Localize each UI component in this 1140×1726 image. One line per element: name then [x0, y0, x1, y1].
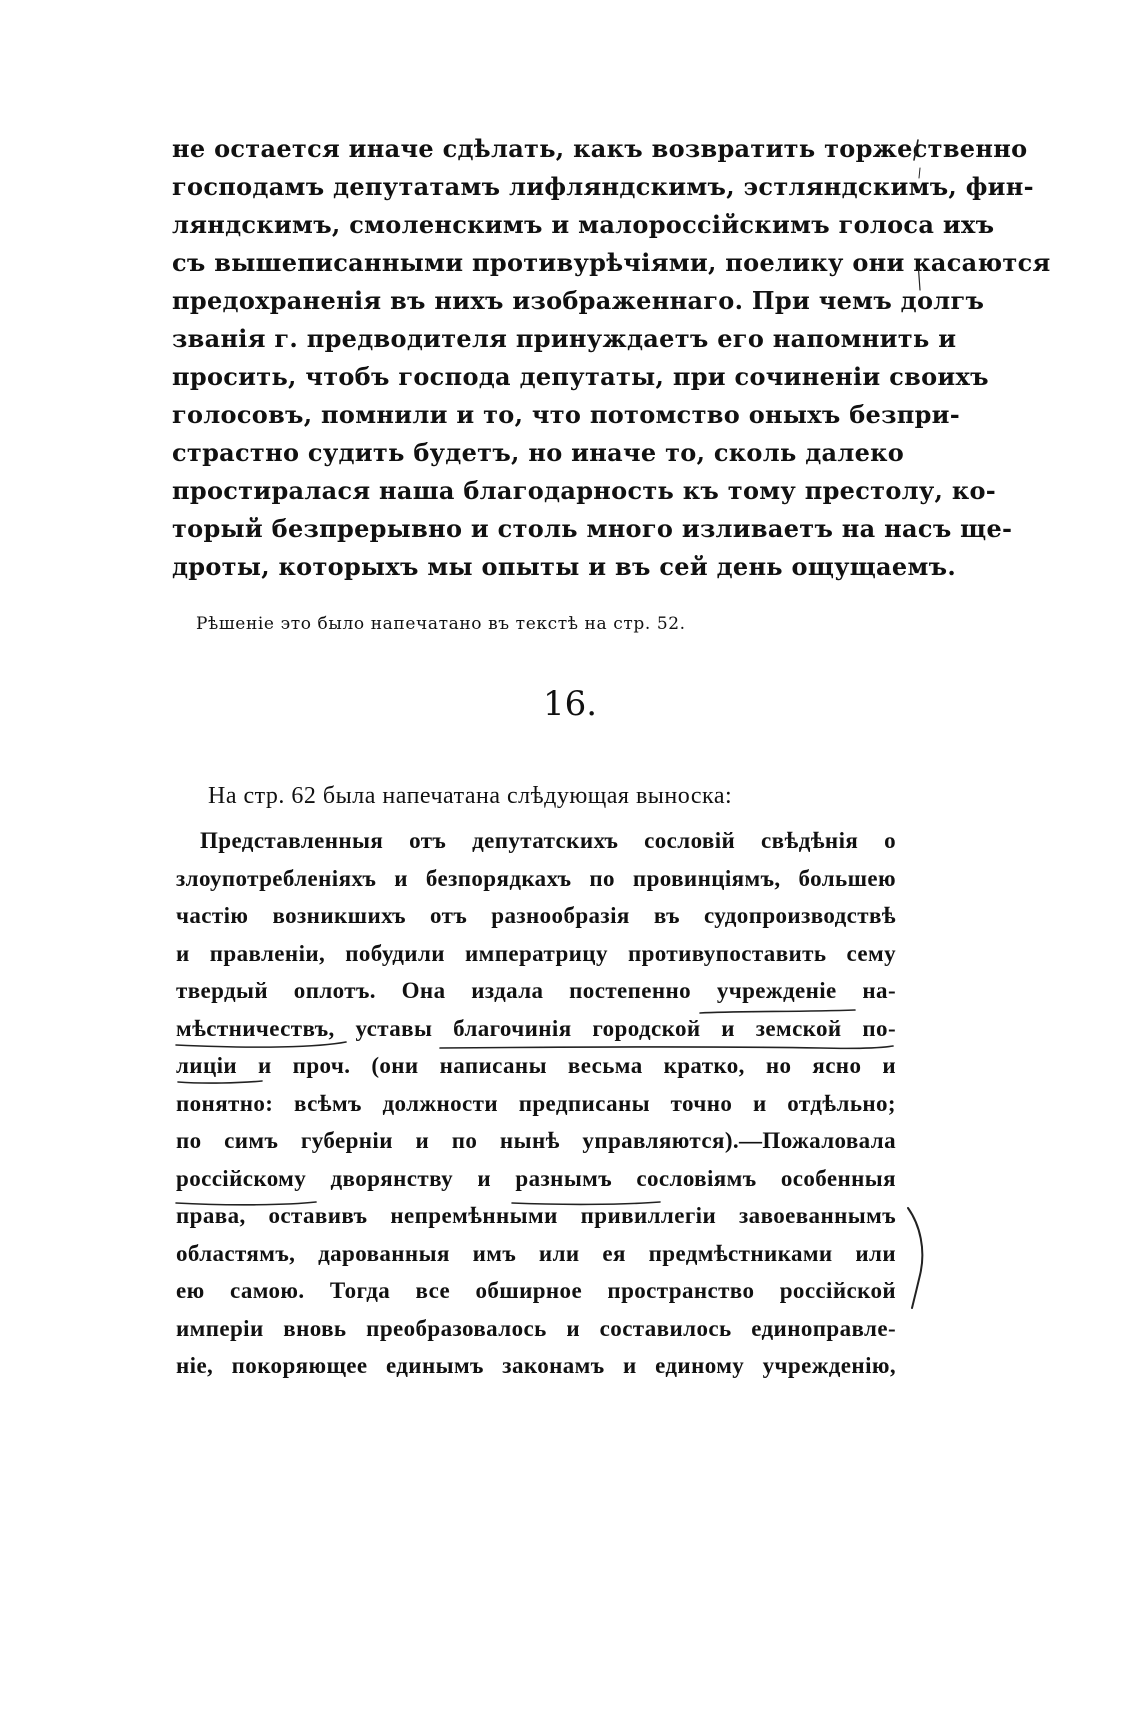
text-line: и правленіи, побудили императрицу противупоставить сему: [176, 940, 896, 966]
text-line: злоупотребленіяхъ и безпорядкахъ по провинціямъ, большею: [176, 865, 896, 891]
footnote-text: Рѣшеніе это было напечатано въ текстѣ на стр. 52.: [196, 614, 686, 634]
intro-line: На стр. 62 была напечатана слѣдующая выноска:: [208, 783, 733, 809]
paragraph-top: [172, 130, 1051, 586]
text-line: ляндскимъ, смоленскимъ и малороссійскимъ голоса ихъ: [172, 210, 995, 239]
text-line: ніе, покоряющее единымъ законамъ и единому учрежденію,: [176, 1353, 896, 1378]
text-line: по симъ губерніи и по нынѣ управляются).—Пожаловала: [176, 1128, 896, 1153]
margin-bracket: [908, 1208, 922, 1308]
text-line: голосовъ, помнили и то, что потомство оныхъ безпри-: [172, 400, 961, 429]
text-line: предохраненія въ нихъ изображеннаго. При чемъ долгъ: [172, 286, 985, 315]
text-line: званія г. предводителя принуждаетъ его напомнить и: [172, 324, 957, 353]
text-line: права, оставивъ непремѣнными привиллегіи завоеваннымъ: [176, 1203, 896, 1228]
text-line: простиралася наша благодарность къ тому престолу, ко-: [172, 476, 997, 505]
text-line: торый безпрерывно и столь много изливаетъ на насъ ще-: [172, 514, 1013, 543]
text-line: Представленныя отъ депутатскихъ сословій свѣдѣнія о: [200, 828, 896, 853]
text-line: просить, чтобъ господа депутаты, при сочиненіи своихъ: [172, 362, 989, 391]
text-line: частію возникшихъ отъ разнообразія въ судопроизводствѣ: [176, 903, 896, 928]
text-line: съ вышеписанными противурѣчіями, поелику они касаются: [172, 248, 1051, 277]
text-line: страстно судить будетъ, но иначе то, сколь далеко: [172, 438, 905, 467]
text-line: твердый оплотъ. Она издала постепенно учрежденіе на-: [176, 978, 896, 1003]
text-line: понятно: всѣмъ должности предписаны точно и отдѣльно;: [176, 1090, 896, 1116]
text-line: дроты, которыхъ мы опыты и въ сей день ощущаемъ.: [172, 552, 956, 581]
text-line: имперіи вновь преобразовалось и составилось единоправле-: [176, 1315, 896, 1341]
text-line: не остается иначе сдѣлать, какъ возвратить торжественно: [172, 134, 1028, 163]
text-line: ею самою. Тогда все обширное пространство россійской: [176, 1278, 896, 1303]
section-number: 16.: [542, 684, 598, 724]
text-line: господамъ депутатамъ лифляндскимъ, эстляндскимъ, фин-: [172, 172, 1034, 201]
text-line: мѣстничествъ, уставы благочинія городской и земской по-: [176, 1015, 896, 1041]
text-line: россійскому дворянству и разнымъ сословіямъ особенныя: [176, 1165, 896, 1191]
paragraph-main: [176, 822, 896, 1385]
text-line: лиціи и проч. (они написаны весьма кратко, но ясно и: [176, 1053, 896, 1078]
text-line: областямъ, дарованныя имъ или ея предмѣстниками или: [176, 1240, 896, 1266]
